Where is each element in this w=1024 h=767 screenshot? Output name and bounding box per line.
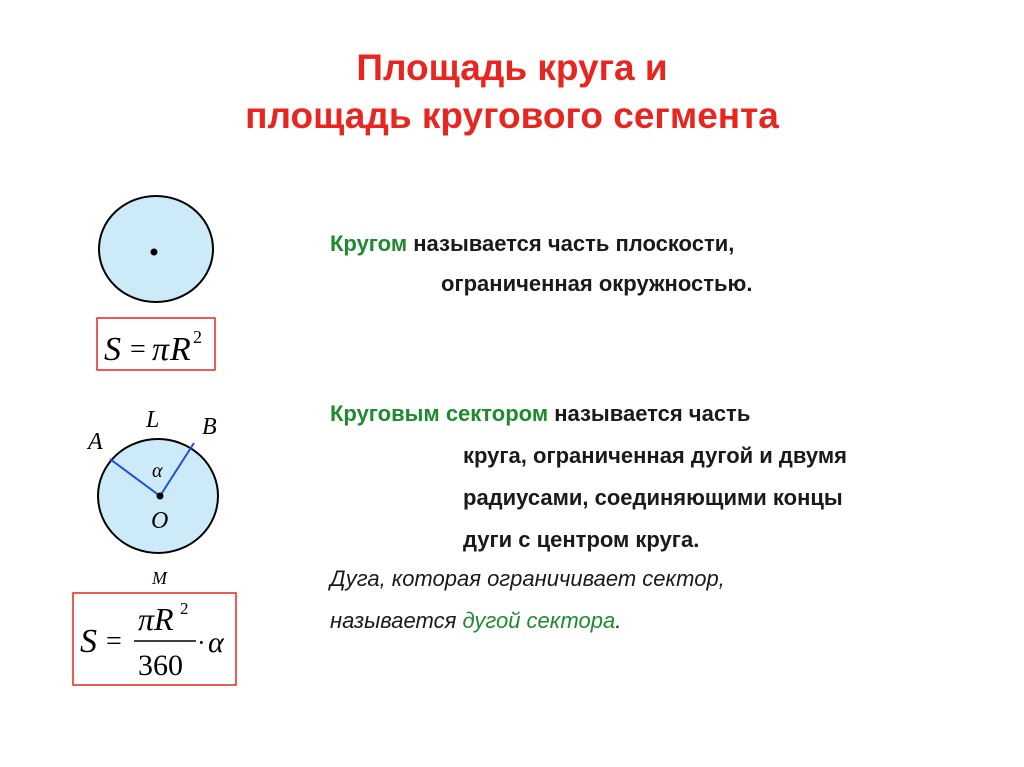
sector-center-dot bbox=[157, 493, 164, 500]
circle-formula-eq: = bbox=[130, 334, 146, 365]
sector-formula bbox=[80, 599, 225, 682]
definition-circle-line-2: ограниченная окружностью. bbox=[441, 271, 753, 296]
sector-formula-s: S bbox=[80, 623, 97, 660]
figures bbox=[0, 0, 330, 767]
term-circle: Кругом bbox=[330, 231, 408, 256]
sector-formula-eq: = bbox=[106, 626, 122, 657]
label-o: O bbox=[151, 508, 169, 534]
sector-formula-dot: · bbox=[197, 628, 206, 657]
circle-formula-exp: 2 bbox=[193, 327, 202, 347]
arc-note-line-1: Дуга, которая ограничивает сектор, bbox=[330, 566, 725, 591]
definition-sector-line-2: круга, ограниченная дугой и двумя bbox=[463, 443, 847, 468]
definition-sector-line-3: радиусами, соединяющими концы bbox=[463, 485, 843, 510]
label-b: B bbox=[202, 414, 217, 440]
sector-formula-exp: 2 bbox=[180, 599, 189, 618]
definition-sector-rest: называется часть bbox=[548, 401, 751, 426]
circle-formula-pi: π bbox=[152, 331, 170, 368]
definition-sector-line-1 bbox=[330, 399, 750, 429]
sector-formula-alpha: α bbox=[208, 626, 224, 659]
title-line-1: Площадь круга и bbox=[356, 47, 668, 88]
term-sector: Круговым сектором bbox=[330, 401, 549, 426]
sector-formula-numerator: πR bbox=[138, 601, 174, 637]
circle-figure bbox=[99, 196, 213, 302]
label-a: A bbox=[88, 429, 103, 455]
definition-circle-line-1 bbox=[330, 229, 734, 259]
circle-formula bbox=[104, 327, 202, 368]
definition-sector-line-4: дуги с центром круга. bbox=[463, 527, 700, 552]
definition-circle-rest: называется часть плоскости, bbox=[407, 231, 735, 256]
arc-note-suffix: . bbox=[615, 608, 622, 633]
circle-formula-s: S bbox=[104, 331, 121, 368]
term-arc-sector: дугой сектора bbox=[462, 608, 616, 633]
sector-formula-denominator: 360 bbox=[138, 649, 183, 682]
label-m: M bbox=[152, 568, 167, 588]
label-l: L bbox=[146, 407, 160, 433]
circle-center-dot bbox=[151, 249, 158, 256]
circle-formula-r: R bbox=[170, 331, 191, 368]
arc-note-prefix: называется bbox=[330, 608, 463, 633]
arc-note-line-2 bbox=[330, 606, 621, 636]
label-alpha: α bbox=[152, 460, 163, 482]
title-line-2: площадь кругового сегмента bbox=[245, 95, 779, 136]
